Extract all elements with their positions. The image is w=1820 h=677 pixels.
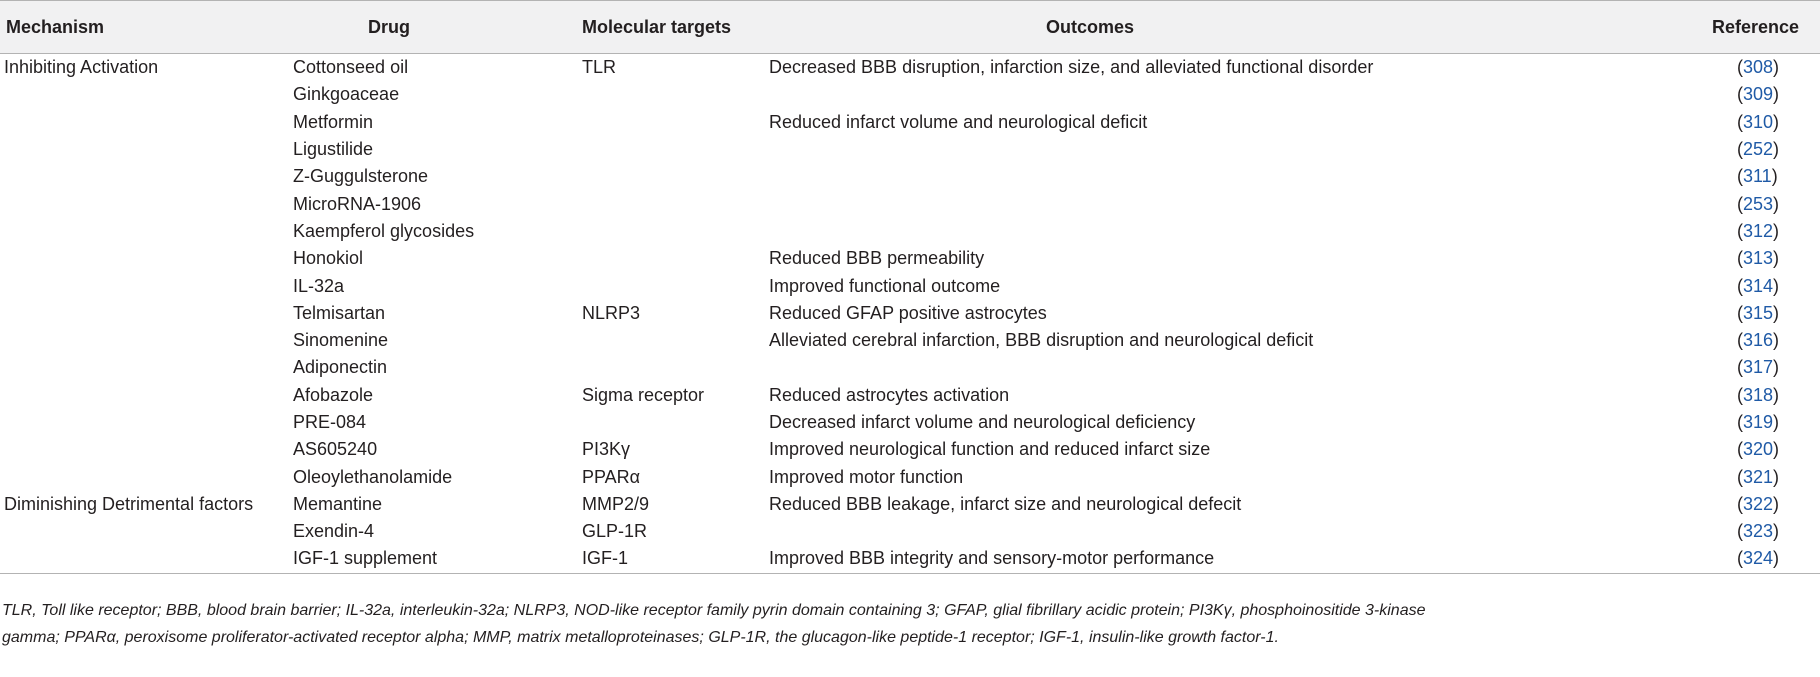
- header-molecular-targets: Molecular targets: [582, 1, 769, 54]
- cell-outcome: [769, 218, 1710, 245]
- cell-molecular-target: IGF-1: [582, 545, 769, 573]
- table-row: [0, 300, 1820, 327]
- table-header: [0, 1, 1820, 54]
- table-row: [0, 54, 1820, 82]
- cell-outcome: [769, 163, 1710, 190]
- cell-molecular-target: MMP2/9: [582, 493, 650, 514]
- cell-molecular-target: [582, 218, 769, 245]
- cell-reference: (308): [1737, 57, 1780, 78]
- cell-molecular-target: NLRP3: [582, 302, 641, 323]
- table-row: [0, 327, 1820, 354]
- cell-mechanism: [0, 463, 293, 490]
- cell-mechanism: [0, 436, 293, 463]
- cell-drug: Ligustilide: [293, 139, 374, 160]
- cell-drug: AS605240: [293, 439, 378, 460]
- cell-outcome: Alleviated cerebral infarction, BBB disruption and neurological deficit: [769, 330, 1314, 351]
- reference-link[interactable]: 311: [1743, 166, 1772, 187]
- cell-mechanism: [0, 545, 293, 573]
- cell-molecular-target: [582, 81, 769, 108]
- cell-reference: (312): [1737, 220, 1780, 241]
- cell-drug: Z-Guggulsterone: [293, 166, 429, 187]
- reference-link[interactable]: 253: [1743, 193, 1774, 214]
- table-row: [0, 463, 1820, 490]
- cell-outcome: Improved motor function: [769, 466, 964, 487]
- reference-link[interactable]: 309: [1743, 84, 1774, 105]
- cell-molecular-target: [582, 109, 769, 136]
- table-row: [0, 354, 1820, 381]
- table-row: [0, 81, 1820, 108]
- cell-drug: Honokiol: [293, 248, 364, 269]
- cell-drug: Telmisartan: [293, 302, 386, 323]
- cell-mechanism: [0, 354, 293, 381]
- cell-mechanism: [0, 136, 293, 163]
- header-mechanism: Mechanism: [0, 1, 293, 54]
- table-row: [0, 245, 1820, 272]
- cell-reference: (309): [1737, 84, 1780, 105]
- reference-link[interactable]: 316: [1743, 330, 1774, 351]
- cell-outcome: Reduced BBB leakage, infarct size and neurological defecit: [769, 493, 1242, 514]
- cell-outcome: Improved BBB integrity and sensory-motor performance: [769, 545, 1710, 573]
- cell-reference: (323): [1737, 521, 1780, 542]
- cell-mechanism: [0, 409, 293, 436]
- cell-reference: (310): [1737, 111, 1780, 132]
- table-footnote: TLR, Toll like receptor; BBB, blood brain barrier; IL-32a, interleukin-32a; NLRP3, NOD-like receptor family pyrin domain containing 3; GFAP, glial fibrillary acidic protein; PI3Kγ, phosphoinositide 3-kinase gamma; PPARα, peroxisome proliferator-activated receptor alpha; MMP, matrix metalloproteinases; GLP-1R, the glucagon-like peptide-1 receptor; IGF-1, insulin-like growth factor-1.: [2, 602, 1426, 646]
- cell-outcome: Improved functional outcome: [769, 275, 1001, 296]
- cell-drug: Afobazole: [293, 384, 374, 405]
- cell-drug: Kaempferol glycosides: [293, 220, 475, 241]
- cell-mechanism: [0, 218, 293, 245]
- cell-outcome: Reduced astrocytes activation: [769, 384, 1010, 405]
- cell-outcome: Reduced GFAP positive astrocytes: [769, 302, 1047, 323]
- cell-mechanism: [0, 518, 293, 545]
- cell-outcome: [769, 190, 1710, 217]
- cell-molecular-target: Sigma receptor: [582, 384, 705, 405]
- reference-link[interactable]: 318: [1743, 384, 1774, 405]
- cell-outcome: [769, 136, 1710, 163]
- table-row: [0, 518, 1820, 545]
- cell-drug: Exendin-4: [293, 521, 375, 542]
- reference-link[interactable]: 321: [1743, 466, 1774, 487]
- cell-mechanism: [0, 382, 293, 409]
- cell-reference: (324): [1710, 545, 1820, 573]
- cell-drug: PRE-084: [293, 412, 367, 432]
- table-body: [0, 54, 1820, 574]
- cell-reference: (253): [1737, 193, 1780, 214]
- cell-reference: (316): [1737, 330, 1780, 351]
- cell-outcome: [769, 518, 1710, 545]
- cell-molecular-target: PPARα: [582, 466, 641, 487]
- table-row: [0, 436, 1820, 463]
- reference-link[interactable]: 312: [1743, 220, 1774, 241]
- header-drug: Drug: [293, 1, 582, 54]
- cell-molecular-target: [582, 272, 769, 299]
- table-row: [0, 109, 1820, 136]
- reference-link[interactable]: 308: [1743, 57, 1774, 78]
- cell-mechanism: Diminishing Detrimental factors: [4, 493, 254, 514]
- cell-drug: Ginkgoaceae: [293, 84, 400, 105]
- cell-mechanism: [0, 327, 293, 354]
- header-row: [0, 1, 1820, 54]
- cell-drug: Oleoylethanolamide: [293, 466, 453, 487]
- cell-mechanism: [0, 109, 293, 136]
- reference-link[interactable]: 314: [1743, 275, 1774, 296]
- cell-drug: IGF-1 supplement: [293, 545, 582, 573]
- cell-molecular-target: PI3Kγ: [582, 439, 631, 460]
- table-row: [0, 272, 1820, 299]
- cell-drug: Metformin: [293, 111, 374, 132]
- cell-drug: Memantine: [293, 493, 383, 514]
- cell-molecular-target: [582, 163, 769, 190]
- reference-link[interactable]: 323: [1743, 521, 1774, 542]
- cell-molecular-target: [582, 190, 769, 217]
- cell-reference: (322): [1737, 493, 1780, 514]
- header-reference: Reference: [1710, 1, 1820, 54]
- cell-outcome: Improved neurological function and reduced infarct size: [769, 439, 1211, 460]
- header-outcomes: Outcomes: [769, 1, 1710, 54]
- reference-link[interactable]: 324: [1743, 548, 1774, 569]
- cell-mechanism: [0, 163, 293, 190]
- cell-outcome: Reduced infarct volume and neurological deficit: [769, 111, 1148, 132]
- cell-mechanism: [0, 81, 293, 108]
- cell-drug: MicroRNA-1906: [293, 193, 422, 214]
- table-row: [0, 136, 1820, 163]
- cell-outcome: Reduced BBB permeability: [769, 248, 985, 269]
- cell-reference: (319): [1737, 412, 1780, 432]
- cell-molecular-target: [582, 327, 769, 354]
- cell-reference: (311): [1737, 166, 1778, 187]
- cell-outcome: [769, 354, 1710, 381]
- table-row: [0, 409, 1820, 436]
- table-row: [0, 190, 1820, 217]
- reference-link[interactable]: 310: [1743, 111, 1774, 132]
- cell-molecular-target: [582, 136, 769, 163]
- cell-drug: IL-32a: [293, 275, 345, 296]
- cell-reference: (321): [1737, 466, 1780, 487]
- cell-mechanism: [0, 245, 293, 272]
- reference-link[interactable]: 252: [1743, 139, 1774, 160]
- cell-reference: (317): [1737, 357, 1780, 378]
- reference-link[interactable]: 317: [1743, 357, 1774, 378]
- table-row: [0, 218, 1820, 245]
- table-row: [0, 545, 1820, 573]
- reference-link[interactable]: 322: [1743, 493, 1774, 514]
- cell-reference: (314): [1737, 275, 1780, 296]
- cell-outcome: Decreased infarct volume and neurological deficiency: [769, 412, 1196, 432]
- cell-outcome: Decreased BBB disruption, infarction size, and alleviated functional disorder: [769, 57, 1374, 78]
- reference-link[interactable]: 319: [1743, 412, 1774, 432]
- cell-mechanism: [0, 300, 293, 327]
- reference-link[interactable]: 320: [1743, 439, 1774, 460]
- table-row: [0, 382, 1820, 409]
- cell-reference: (320): [1737, 439, 1780, 460]
- cell-reference: (252): [1737, 139, 1780, 160]
- table-row: [0, 491, 1820, 518]
- table-row: [0, 163, 1820, 190]
- cell-molecular-target: GLP-1R: [582, 521, 648, 542]
- cell-molecular-target: [582, 354, 769, 381]
- cell-reference: (318): [1737, 384, 1780, 405]
- cell-mechanism: Inhibiting Activation: [4, 57, 159, 78]
- reference-link[interactable]: 313: [1743, 248, 1774, 269]
- cell-drug: Adiponectin: [293, 357, 388, 378]
- cell-reference: (313): [1737, 248, 1780, 269]
- cell-molecular-target: [582, 409, 769, 436]
- cell-mechanism: [0, 272, 293, 299]
- cell-drug: Sinomenine: [293, 330, 389, 351]
- reference-link[interactable]: 315: [1743, 302, 1774, 323]
- cell-outcome: [769, 81, 1710, 108]
- cell-drug: Cottonseed oil: [293, 57, 409, 78]
- cell-molecular-target: TLR: [582, 57, 617, 78]
- cell-reference: (315): [1737, 302, 1780, 323]
- cell-mechanism: [0, 190, 293, 217]
- cell-molecular-target: [582, 245, 769, 272]
